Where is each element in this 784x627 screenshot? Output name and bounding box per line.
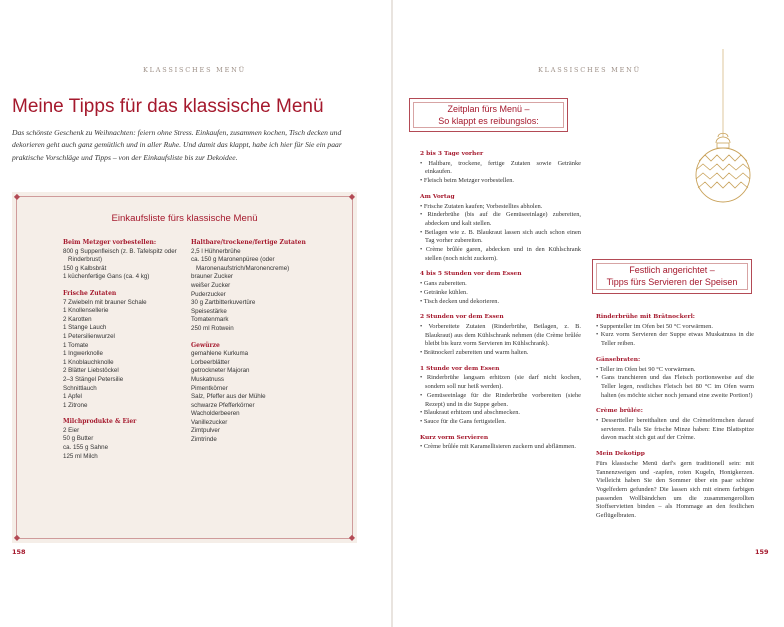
page-title: Meine Tipps für das klassische Menü — [12, 96, 324, 117]
list-item: 2 Eier — [63, 426, 80, 434]
list-item: 250 ml Rotwein — [191, 324, 234, 332]
list-item: Vanillezucker — [191, 418, 228, 426]
list-item: Zimtpulver — [191, 427, 220, 435]
running-head: KLASSISCHES MENÜ — [143, 66, 246, 74]
bullet-item: • Teller im Ofen bei 90 °C vorwärmen. — [596, 365, 696, 373]
section-heading: Kurz vorm Servieren — [420, 433, 489, 441]
zeitplan-heading-box — [409, 98, 568, 132]
bullet-item: • Tisch decken und dekorieren. — [420, 297, 500, 305]
list-item: Muskatnuss — [191, 375, 225, 383]
list-item: 2–3 Stängel Petersilie — [63, 375, 124, 383]
list-item: 1 Ingwerknolle — [63, 350, 103, 358]
list-item: Puderzucker — [191, 290, 226, 298]
intro-text: Das schönste Geschenk zu Weihnachten: feiern ohne Stress. Einkaufen, zusammen kochen, Tisch decken und dekorieren geht auch ganz gemütlich und in aller Ruhe. Und damit das klappt, habe ich hier für Sie ein paar praktische Vorschläge und Tipps – von der Einkaufsliste bis zur Dekoidee. — [12, 128, 342, 162]
zeitplan-title-line: So klappt es reibungslos: — [438, 116, 539, 126]
bullet-item: • Crème brûlée mit Karamellisieren zuckern und abflämmen. — [420, 443, 576, 451]
shopping-column-1 — [63, 239, 188, 461]
running-head: KLASSISCHES MENÜ — [538, 66, 641, 74]
section-heading: 2 bis 3 Tage vorher — [420, 150, 484, 157]
festlich-heading-box — [592, 259, 752, 294]
dekotipp-text: Fürs klassische Menü darf's gern traditionell sein: mit Tannenzweigen und -zapfen, roten Kugeln, Honigkerzen. Vielleicht haben Sie den Sommer über ein paar schöne Vogelfedern gefunden? Die lassen sich mit einem farbigen passenden Wollbändchen um die zusammengerollten Stoffservietten binden – als Hommage an den festlichen Geflügelbraten. — [596, 459, 754, 520]
list-item: 1 Knoblauchknolle — [63, 358, 114, 366]
group-heading: Haltbare/trockene/fertige Zutaten — [191, 239, 306, 246]
bullet-item: • Suppenteller im Ofen bei 50 °C vorwärmen. — [596, 322, 713, 330]
bullet-item: • Rinderbrühe langsam erhitzen (sie darf nicht kochen, sondern soll nur heiß werden). — [420, 374, 581, 391]
list-item: Zimtrinde — [191, 436, 217, 444]
shopping-list-title: Einkaufsliste fürs klassische Menü — [111, 213, 258, 224]
bullet-item: • Kurz vorm Servieren der Suppe etwas Muskatnuss in die Teller reiben. — [596, 331, 754, 348]
list-item: 1 küchenfertige Gans (ca. 4 kg) — [63, 273, 150, 281]
festlich-title-line: Tipps fürs Servieren der Speisen — [606, 277, 738, 287]
zeitplan-title-line: Zeitplan fürs Menü – — [447, 104, 530, 114]
bullet-item: • Haltbare, trockene, fertige Zutaten sowie Getränke einkaufen. — [420, 159, 581, 176]
bullet-item: • Crème brûlée garen, abdecken und in den Kühlschrank stellen (noch nicht zuckern). — [420, 246, 581, 262]
bullet-item: • Vorbereitete Zutaten (Rinderbrühe, Beilagen, z. B. Blaukraut) aus dem Kühlschrank nehmen (die Crème brûlée bleibt bis kurz vorm Servieren im Kühlschrank). — [420, 322, 581, 348]
corner-ornament-icon: ◆ — [348, 533, 356, 542]
dekotipp-heading: Mein Dekotipp — [596, 450, 645, 458]
list-item: 1 Knollensellerie — [63, 307, 109, 315]
group-heading: Gewürze — [191, 341, 220, 349]
list-item: 1 Zitrone — [63, 401, 88, 409]
bullet-item: • Gans zubereiten. — [420, 280, 467, 288]
group-heading: Milchprodukte & Eier — [63, 418, 137, 426]
bullet-item: • Gemüseeinlage für die Rinderbrühe vorbereiten (siehe Rezept) und in die Suppe geben. — [420, 391, 581, 408]
list-item: Wacholderbeeren — [191, 410, 240, 418]
bullet-item: • Frische Zutaten kaufen; Vorbestelltes abholen. — [420, 202, 543, 210]
bullet-item: • Brätnockerl zubereiten und warm halten. — [420, 349, 529, 357]
zeitplan-column — [420, 150, 581, 452]
list-item: 2,5 l Hühnerbrühe — [191, 247, 241, 255]
list-item: ca. 155 g Sahne — [63, 444, 109, 452]
list-item: 125 ml Milch — [63, 452, 98, 460]
section-heading: 4 bis 5 Stunden vor dem Essen — [420, 270, 522, 278]
bullet-item: • Dessertteller bereithalten und die Crèmeförmchen darauf servieren. Falls Sie frische Minze haben: Eine Blattspitze davon macht sich gut auf der Crème. — [596, 417, 754, 442]
bullet-item: • Gans tranchieren und das Fleisch portionsweise auf die Teller legen, restliches Fleisch bei 80 °C im Ofen warm halten (es möchte sicher noch jemand eine zweite Portion!) — [596, 374, 754, 399]
serving-tips-column — [596, 313, 754, 521]
bullet-item: • Blaukraut erhitzen und abschmecken. — [420, 409, 521, 417]
list-item: 7 Zwiebeln mit brauner Schale — [63, 298, 147, 306]
list-item: 50 g Butter — [63, 435, 94, 443]
list-item: 1 Stange Lauch — [63, 324, 107, 332]
section-heading: 2 Stunden vor dem Essen — [420, 313, 504, 321]
christmas-bauble-icon — [688, 49, 758, 219]
group-heading: Frische Zutaten — [63, 289, 117, 297]
list-item: Tomatenmark — [191, 316, 229, 324]
left-page — [0, 0, 391, 627]
list-item: weißer Zucker — [191, 281, 231, 289]
corner-ornament-icon: ◆ — [13, 192, 21, 201]
bullet-item: • Beilagen wie z. B. Blaukraut lassen sich auch schon einen Tag vorher zubereiten. — [420, 228, 581, 245]
festlich-title-line: Festlich angerichtet – — [629, 265, 715, 275]
list-item: Pimentkörner — [191, 384, 228, 392]
list-item: 1 Tomate — [63, 341, 89, 349]
section-heading: Rinderbrühe mit Brätnockerl: — [596, 313, 695, 320]
shopping-list-box — [12, 192, 357, 543]
page-number: 158 — [12, 548, 26, 556]
bullet-item: • Getränke kühlen. — [420, 288, 468, 296]
list-item: Speisestärke — [191, 307, 227, 315]
page-number: 159 — [755, 548, 769, 556]
list-item: Schnittlauch — [63, 384, 97, 392]
corner-ornament-icon: ◆ — [348, 192, 356, 201]
group-heading: Beim Metzger vorbestellen: — [63, 239, 157, 246]
section-heading: Crème brûlée: — [596, 407, 643, 415]
list-item: ca. 150 g Maronenpüree (oder Maronenaufstrich/Maronencreme) — [191, 256, 290, 272]
list-item: 2 Karotten — [63, 315, 92, 323]
list-item: getrockneter Majoran — [191, 367, 250, 375]
section-heading: Gänsebraten: — [596, 355, 641, 363]
list-item: 1 Apfel — [63, 393, 82, 401]
list-item: schwarze Pfefferkörner — [191, 401, 255, 409]
list-item: 1 Petersilienwurzel — [63, 332, 115, 340]
list-item: Lorbeerblätter — [191, 358, 230, 366]
corner-ornament-icon: ◆ — [13, 533, 21, 542]
list-item: 30 g Zartbitterkuvertüre — [191, 299, 256, 307]
right-page — [393, 0, 784, 627]
list-item: 2 Blätter Liebstöckel — [63, 367, 119, 375]
section-heading: 1 Stunde vor dem Essen — [420, 364, 500, 372]
list-item: 150 g Kalbsbrät — [63, 264, 107, 272]
bullet-item: • Sauce für die Gans fertigstellen. — [420, 417, 507, 425]
list-item: gemahlene Kurkuma — [191, 350, 249, 358]
bullet-item: • Rinderbrühe (bis auf die Gemüseeinlage) zubereiten, abdecken und kalt stellen. — [420, 211, 581, 227]
shopping-column-2 — [191, 239, 316, 445]
list-item: Salz, Pfeffer aus der Mühle — [191, 393, 266, 401]
list-item: brauner Zucker — [191, 273, 233, 281]
list-item: 800 g Suppenfleisch (z. B. Tafelspitz oder Rinderbrust) — [63, 247, 177, 264]
section-heading: Am Vortag — [420, 192, 455, 200]
bullet-item: • Fleisch beim Metzger vorbestellen. — [420, 177, 514, 185]
